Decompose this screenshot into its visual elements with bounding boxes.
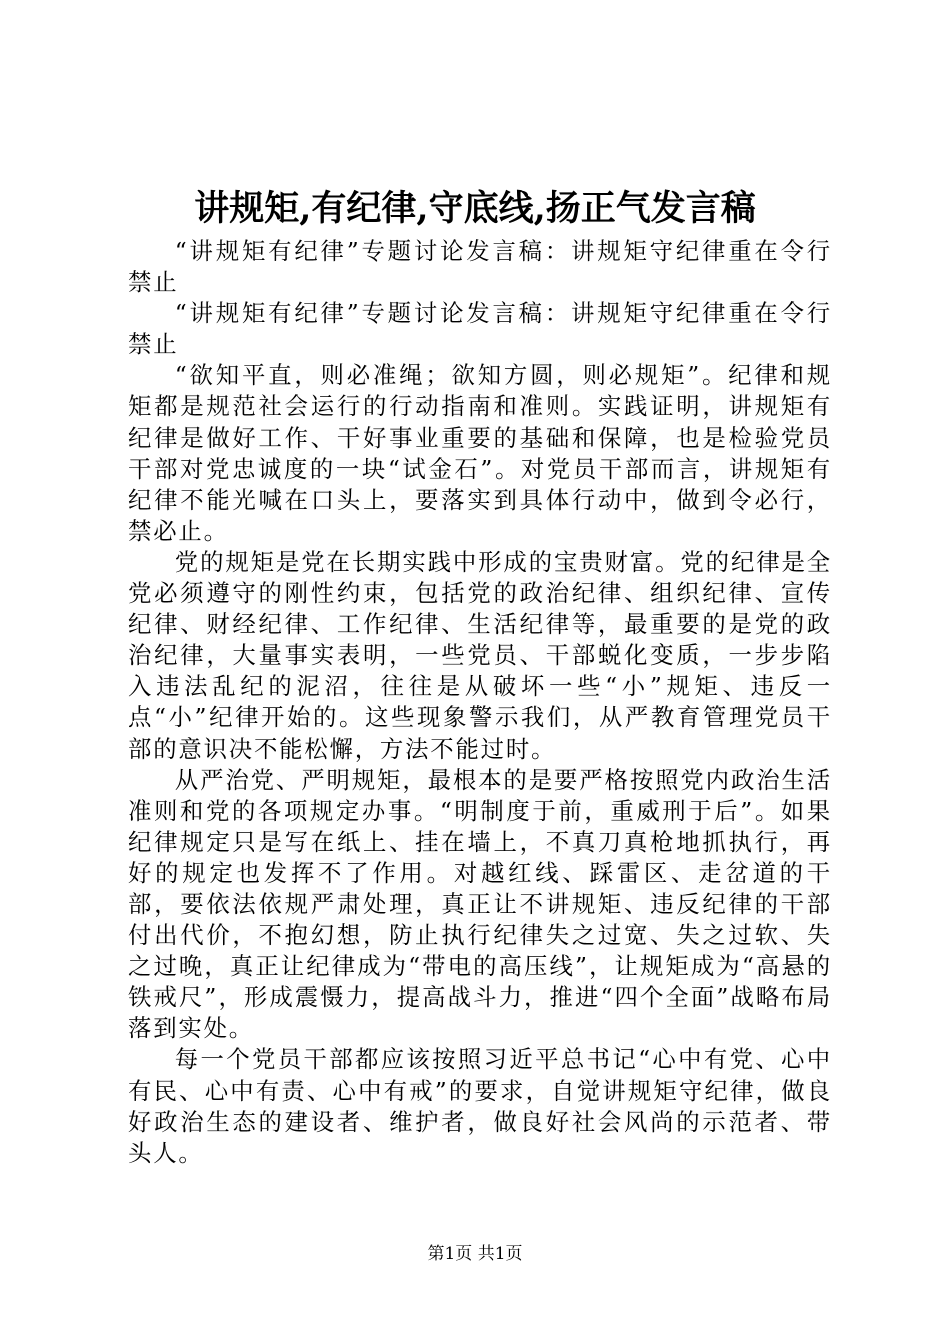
paragraph: 党的规矩是党在长期实践中形成的宝贵财富。党的纪律是全党必须遵守的刚性约束，包括党的政治纪律、组织纪律、宣传纪律、财经纪律、工作纪律、生活纪律等，最重要的是党的政治纪律，大量事实表明，一些党员、干部蜕化变质，一步步陷入违法乱纪的泥沼，往往是从破坏一些“小”规矩、违反一点“小”纪律开始的。这些现象警示我们，从严教育管理党员干部的意识决不能松懈，方法不能过时。 xyxy=(128,547,832,763)
paragraph: 每一个党员干部都应该按照习近平总书记“心中有党、心中有民、心中有责、心中有戒”的要求，自觉讲规矩守纪律，做良好政治生态的建设者、维护者，做良好社会风尚的示范者、带头人。 xyxy=(128,1045,832,1167)
paragraph: “讲规矩有纪律”专题讨论发言稿：讲规矩守纪律重在令行禁止 xyxy=(128,237,832,297)
paragraph: “讲规矩有纪律”专题讨论发言稿：讲规矩守纪律重在令行禁止 xyxy=(128,299,832,359)
document-title: 讲规矩,有纪律,守底线,扬正气发言稿 xyxy=(194,188,756,229)
document-body xyxy=(128,236,832,1169)
paragraph: “欲知平直，则必准绳；欲知方圆，则必规矩”。纪律和规矩都是规范社会运行的行动指南和准则。实践证明，讲规矩有纪律是做好工作、干好事业重要的基础和保障，也是检验党员干部对党忠诚度的一块“试金石”。对党员干部而言，讲规矩有纪律不能光喊在口头上，要落实到具体行动中，做到令必行，禁必止。 xyxy=(128,361,832,545)
paragraph: 从严治党、严明规矩，最根本的是要严格按照党内政治生活准则和党的各项规定办事。“明制度于前，重威刑于后”。如果纪律规定只是写在纸上、挂在墙上，不真刀真枪地抓执行，再好的规定也发挥不了作用。对越红线、踩雷区、走岔道的干部，要依法依规严肃处理，真正让不讲规矩、违反纪律的干部付出代价，不抱幻想，防止执行纪律失之过宽、失之过软、失之过晚，真正让纪律成为“带电的高压线”，让规矩成为“高悬的铁戒尺”，形成震慑力，提高战斗力，推进“四个全面”战略布局落到实处。 xyxy=(128,765,832,1043)
page-footer: 第1页 共1页 xyxy=(427,1244,523,1264)
